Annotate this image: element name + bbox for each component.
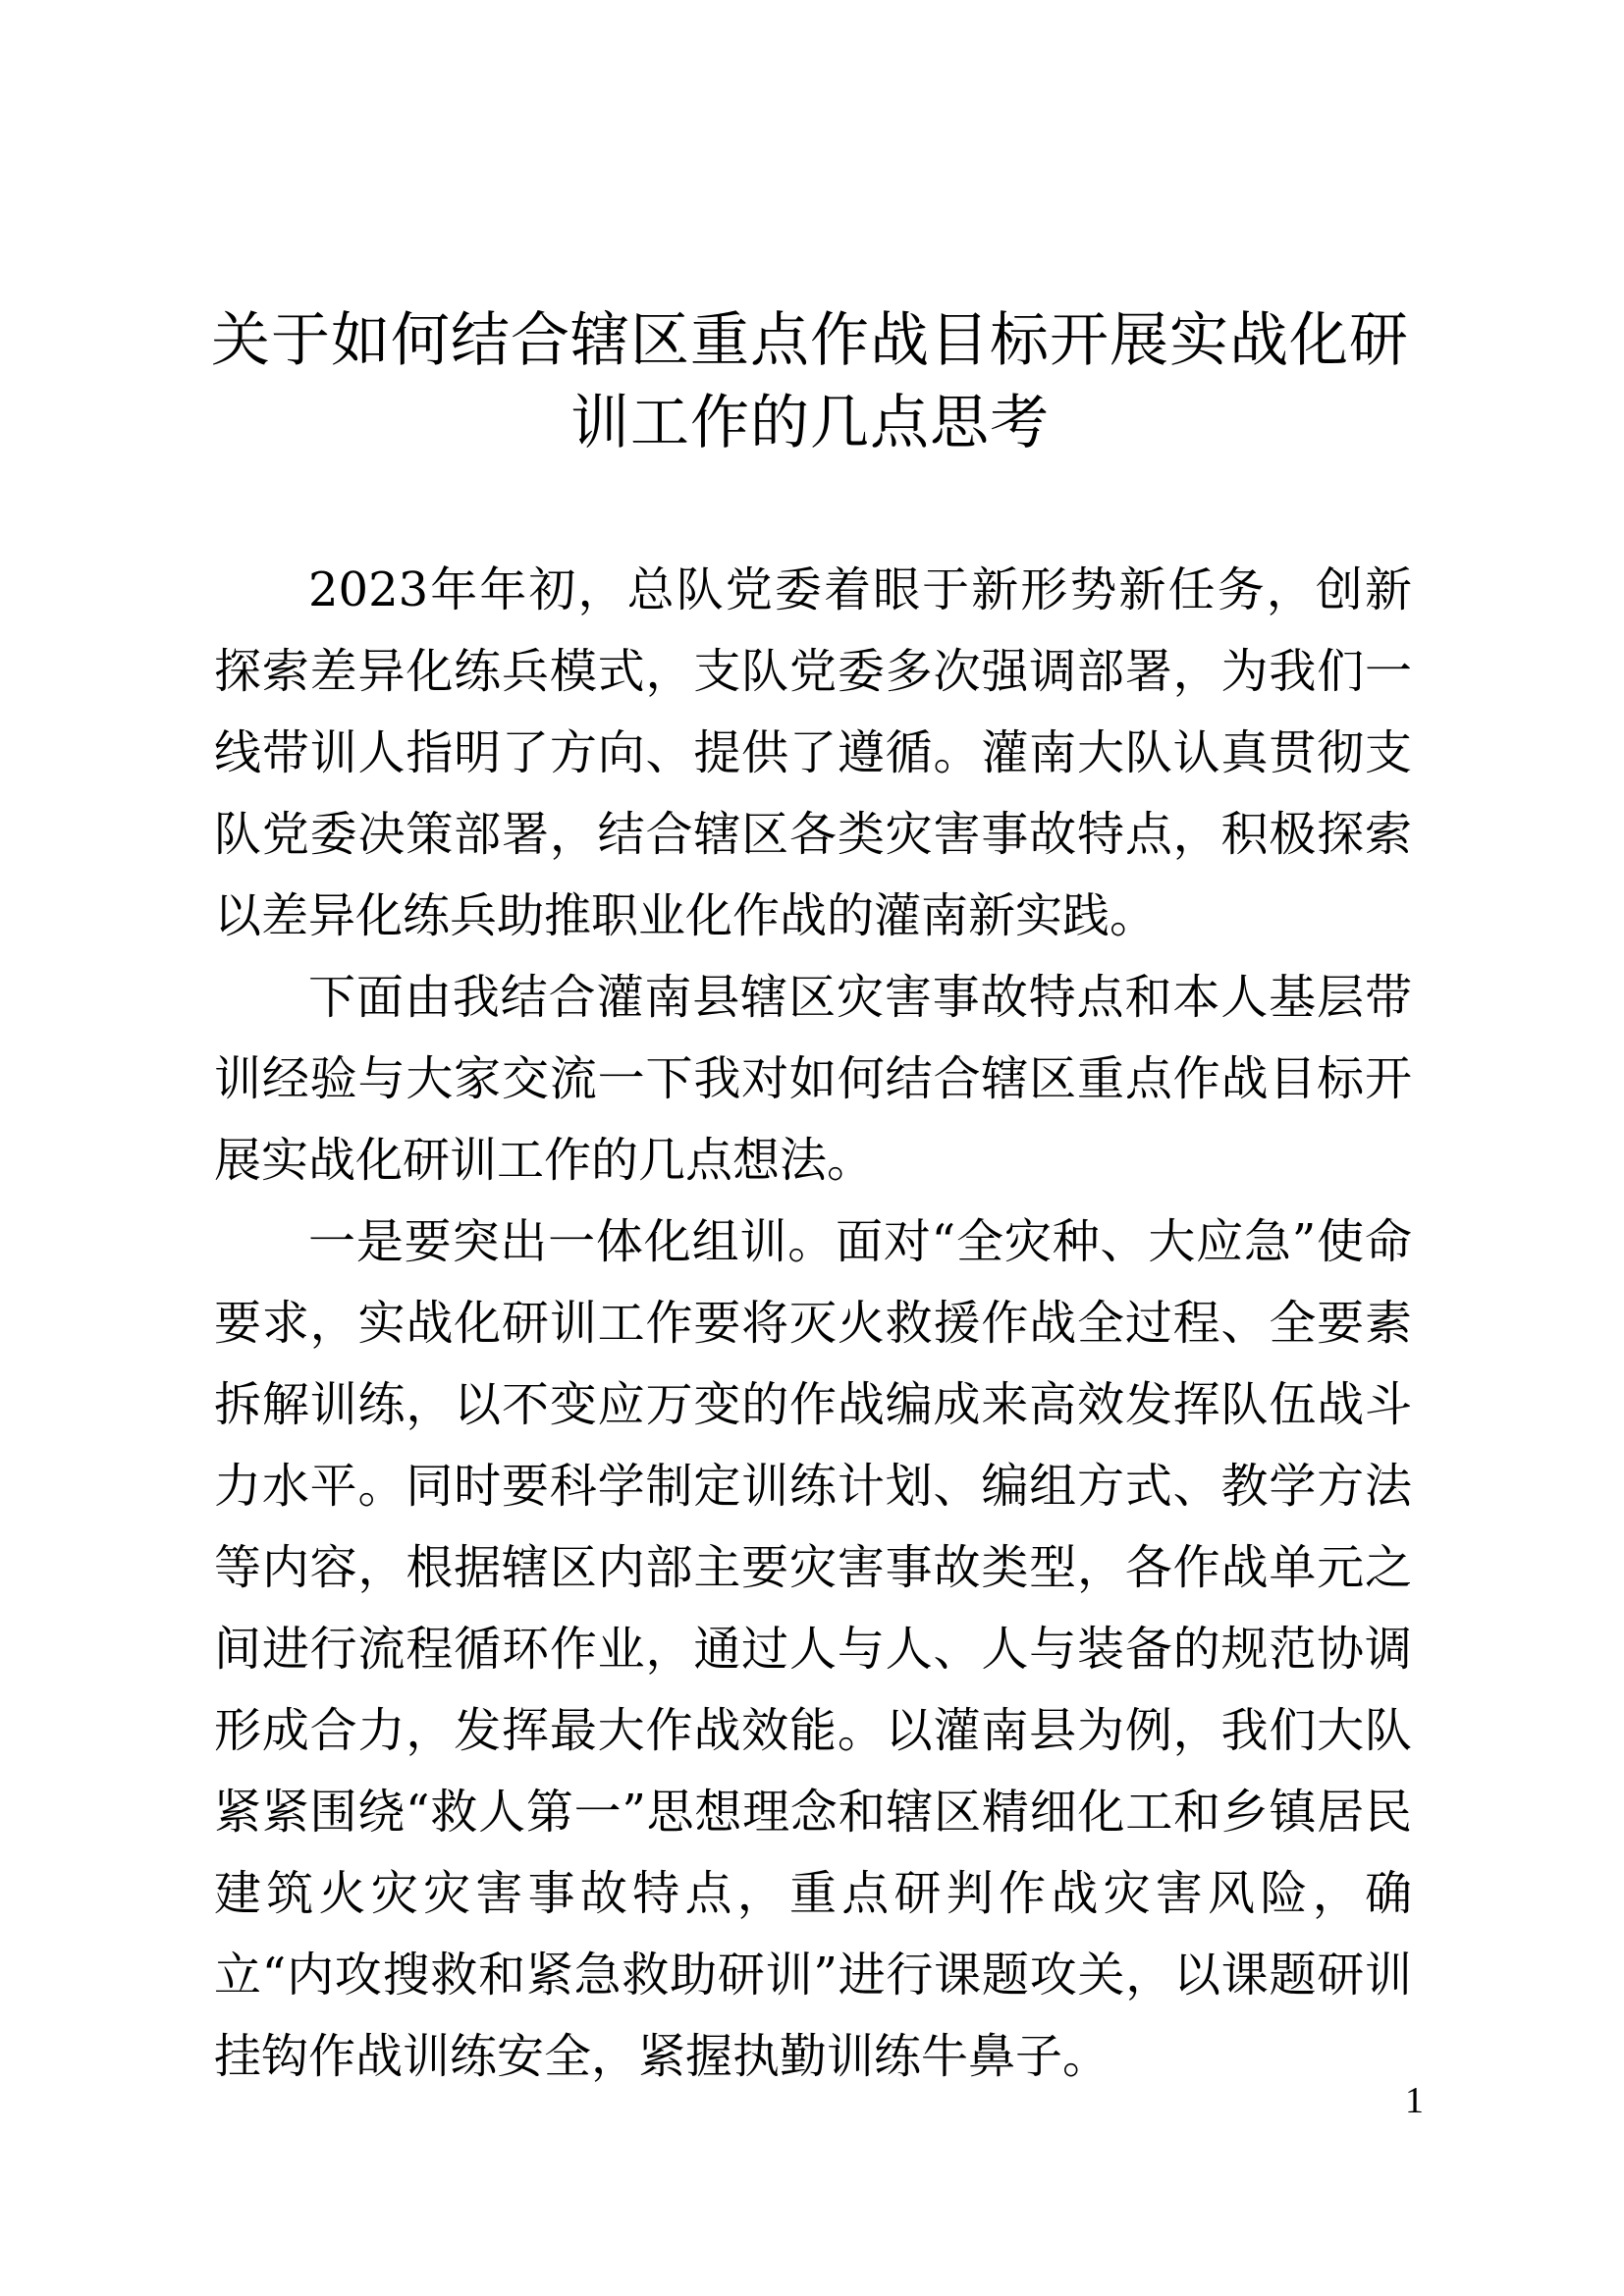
page-number: 1 bbox=[1405, 2080, 1424, 2121]
paragraph: 2023年年初，总队党委着眼于新形势新任务，创新探索差异化练兵模式，支队党委多次强调部署，为我们一线带训人指明了方向、提供了遵循。灌南大队认真贯彻支队党委决策部署，结合辖区各类灾害事故特点，积极探索以差异化练兵助推职业化作战的灌南新实践。 bbox=[214, 562, 1412, 943]
paragraph: 下面由我结合灌南县辖区灾害事故特点和本人基层带训经验与大家交流一下我对如何结合辖区重点作战目标开展实战化研训工作的几点想法。 bbox=[214, 970, 1412, 1188]
paragraph: 一是要突出一体化组训。面对“全灾种、大应急”使命要求，实战化研训工作要将灭火救援作战全过程、全要素拆解训练，以不变应万变的作战编成来高效发挥队伍战斗力水平。同时要科学制定训练计划、编组方式、教学方法等内容，根据辖区内部主要灾害事故类型，各作战单元之间进行流程循环作业，通过人与人、人与装备的规范协调形成合力，发挥最大作战效能。以灌南县为例，我们大队紧紧围绕“救人第一”思想理念和辖区精细化工和乡镇居民建筑火灾灾害事故特点，重点研判作战灾害风险，确立“内攻搜救和紧急救助研训”进行课题攻关，以课题研训挂钩作战训练安全，紧握执勤训练牛鼻子。 bbox=[214, 1214, 1412, 2084]
document-body bbox=[214, 550, 1412, 2098]
document-title: 关于如何结合辖区重点作战目标开展实战化研训工作的几点思考 bbox=[211, 306, 1409, 457]
